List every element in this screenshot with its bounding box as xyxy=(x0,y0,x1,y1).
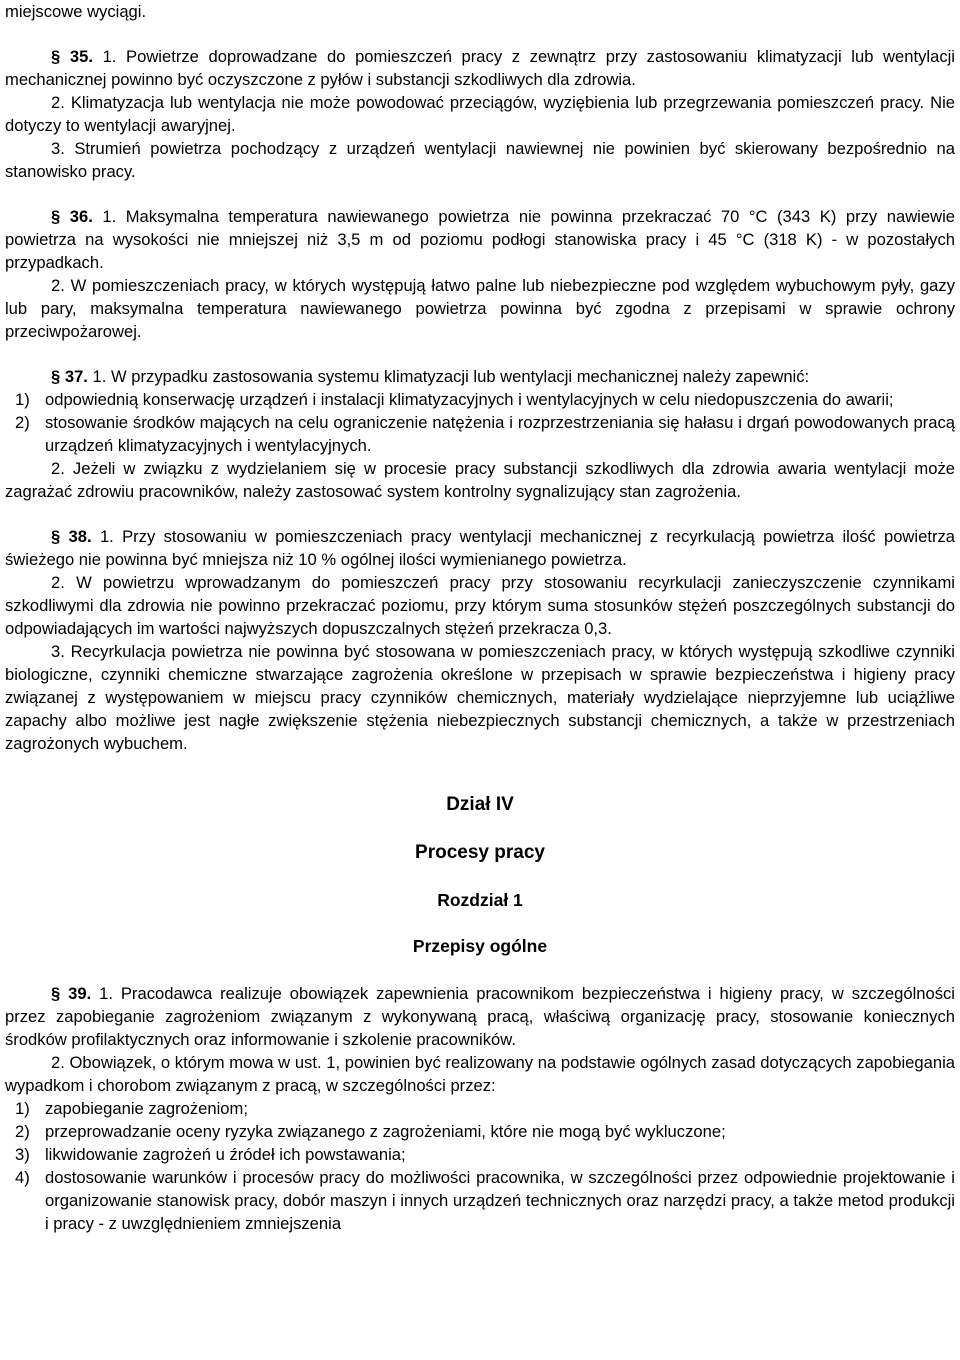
list-item: 2) przeprowadzanie oceny ryzyka związanego z zagrożeniami, które nie mogą być wykluczone; xyxy=(15,1122,726,1141)
list-item: 1) odpowiednią konserwację urządzeń i instalacji klimatyzacyjnych i wentylacyjnych w celu niedopuszczenia do awarii; xyxy=(15,390,894,409)
section-36-number: § 36. xyxy=(51,207,93,226)
list-item: 1) zapobieganie zagrożeniom; xyxy=(15,1099,248,1118)
section-35-p2: 2. Klimatyzacja lub wentylacja nie może powodować przeciągów, wyziębienia lub przegrzewania pomieszczeń pracy. Nie dotyczy to wentylacji awaryjnej. xyxy=(5,93,955,135)
section-35-number: § 35. xyxy=(51,47,93,66)
section-38-number: § 38. xyxy=(51,527,92,546)
list-item: 4) dostosowanie warunków i procesów pracy do możliwości pracownika, w szczególności przez odpowiednie projektowanie i organizowanie stanowisk pracy, dobór maszyn i innych urządzeń technicznych oraz narzędzi pracy, a także metod produkcji i pracy - z uwzględnieniem zmniejszenia xyxy=(15,1168,955,1233)
chapter-title: Przepisy ogólne xyxy=(412,936,548,956)
chapter-heading: Rozdział 1 xyxy=(437,890,523,910)
section-39-number: § 39. xyxy=(51,984,92,1003)
document-page xyxy=(5,0,955,1235)
list-item: 2) stosowanie środków mających na celu ograniczenie natężenia i rozprzestrzeniania się hałasu i drgań powodowanych pracą urządzeń klimatyzacyjnych i wentylacyjnych. xyxy=(15,413,955,455)
division-heading: Dział IV xyxy=(446,794,514,815)
section-37-p1: § 37. 1. W przypadku zastosowania systemu klimatyzacji lub wentylacji mechanicznej należy zapewnić: xyxy=(51,367,810,386)
section-38-p3: 3. Recyrkulacja powietrza nie powinna być stosowana w pomieszczeniach pracy, w których występują szkodliwe czynniki biologiczne, czynniki chemiczne stwarzające zagrożenia określone w przepisach w sprawie bezpieczeństwa i higieny pracy związanej z występowaniem w miejscu pracy czynników chemicznych, materiały wydzielające nieprzyjemne lub uciążliwe zapachy albo możliwe jest nagłe zwiększenie stężenia niebezpiecznych substancji chemicznych, a także w przestrzeniach zagrożonych wybuchem. xyxy=(5,642,955,753)
intro-tail: miejscowe wyciągi. xyxy=(5,2,147,21)
section-37-p2: 2. Jeżeli w związku z wydzielaniem się w procesie pracy substancji szkodliwych dla zdrowia awaria wentylacji może zagrażać zdrowiu pracowników, należy zastosować system kontrolny sygnalizujący stan zagrożenia. xyxy=(5,459,955,501)
section-39-p2: 2. Obowiązek, o którym mowa w ust. 1, powinien być realizowany na podstawie ogólnych zasad dotyczących zapobiegania wypadkom i chorobom związanym z pracą, w szczególności przez: xyxy=(5,1053,955,1095)
division-title: Procesy pracy xyxy=(415,842,545,863)
section-38-p1: § 38. 1. Przy stosowaniu w pomieszczeniach pracy wentylacji mechanicznej z recyrkulacją powietrza ilość powietrza świeżego nie powinna być mniejsza niż 10 % ogólnej ilości wymienianego powietrza. xyxy=(5,527,955,569)
section-38-p2: 2. W powietrzu wprowadzanym do pomieszczeń pracy przy stosowaniu recyrkulacji zanieczyszczenie czynnikami szkodliwymi dla zdrowia nie powinno przekraczać poziomu, przy którym suma stosunków stężeń poszczególnych substancji do odpowiadających im wartości najwyższych dopuszczalnych stężeń przekracza 0,3. xyxy=(5,573,955,638)
section-35-p1: § 35. 1. Powietrze doprowadzane do pomieszczeń pracy z zewnątrz przy zastosowaniu klimatyzacji lub wentylacji mechanicznej powinno być oczyszczone z pyłów i substancji szkodliwych dla zdrowia. xyxy=(5,47,955,89)
section-35-p3: 3. Strumień powietrza pochodzący z urządzeń wentylacji nawiewnej nie powinien być skierowany bezpośrednio na stanowisko pracy. xyxy=(5,139,955,181)
section-37-number: § 37. xyxy=(51,367,88,386)
section-36-p2: 2. W pomieszczeniach pracy, w których występują łatwo palne lub niebezpieczne pod względem wybuchowym pyły, gazy lub pary, maksymalna temperatura nawiewanego powietrza powinna być zgodna z przepisami w sprawie ochrony przeciwpożarowej. xyxy=(5,276,955,341)
list-item: 3) likwidowanie zagrożeń u źródeł ich powstawania; xyxy=(15,1145,406,1164)
section-36-p1: § 36. 1. Maksymalna temperatura nawiewanego powietrza nie powinna przekraczać 70 °C (343 K) przy nawiewie powietrza na wysokości nie mniejszej niż 3,5 m od poziomu podłogi stanowiska pracy i 45 °C (318 K) - w pozostałych przypadkach. xyxy=(5,207,955,272)
section-39-p1: § 39. 1. Pracodawca realizuje obowiązek zapewnienia pracownikom bezpieczeństwa i higieny pracy, w szczególności przez zapobieganie zagrożeniom związanym z wykonywaną pracą, właściwą organizację pracy, stosowanie koniecznych środków profilaktycznych oraz informowanie i szkolenie pracowników. xyxy=(5,984,955,1049)
